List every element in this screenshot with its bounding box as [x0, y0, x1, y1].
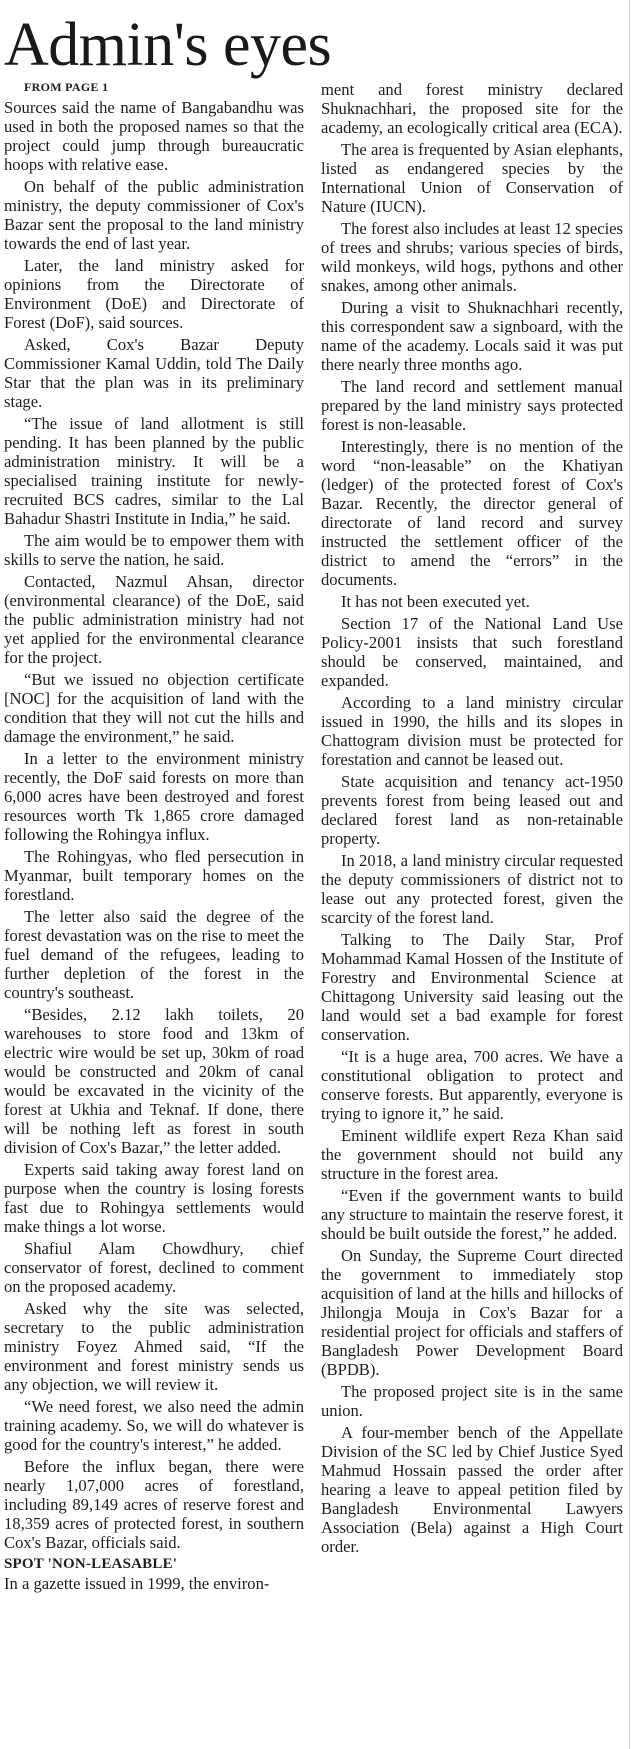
- paragraph: Asked why the site was selected, secretary to the public administration ministry Foyez Ahmed said, “If the environment and forest ministry sends us any objection, we will review it.: [4, 1299, 304, 1394]
- subhead: SPOT 'NON-LEASABLE': [4, 1556, 178, 1572]
- paragraph: “But we issued no objection certificate [NOC] for the acquisition of land with the condition that they will not cut the hills and damage the environment,” he said.: [4, 670, 304, 746]
- paragraph: According to a land ministry circular issued in 1990, the hills and its slopes in Chattogram division must be protected for forestation and cannot be leased out.: [321, 693, 623, 769]
- paragraph: Section 17 of the National Land Use Policy-2001 insists that such forestland should be conserved, maintained, and expanded.: [321, 614, 623, 690]
- paragraph: Asked, Cox's Bazar Deputy Commissioner Kamal Uddin, told The Daily Star that the plan was in its preliminary stage.: [4, 335, 304, 411]
- paragraph: The aim would be to empower them with skills to serve the nation, he said.: [4, 531, 304, 569]
- paragraph: ment and forest ministry declared Shuknachhari, the proposed site for the academy, an ecologically critical area (ECA).: [321, 80, 623, 137]
- paragraph: The Rohingyas, who fled persecution in Myanmar, built temporary homes on the forestland.: [4, 847, 304, 904]
- paragraph: It has not been executed yet.: [341, 592, 530, 611]
- paragraph: Interestingly, there is no mention of the word “non-leasable” on the Khatiyan (ledger) of the protected forest of Cox's Bazar. Recently, the director general of directorate of land record and survey instructed the settlement officer of the district to amend the “errors” in the documents.: [321, 437, 623, 589]
- paragraph: State acquisition and tenancy act-1950 prevents forest from being leased out and declared forest land as non-retainable property.: [321, 772, 623, 848]
- paragraph: In a gazette issued in 1999, the environ-: [4, 1574, 270, 1593]
- column-divider: [629, 0, 630, 1749]
- paragraph: “The issue of land allotment is still pending. It has been planned by the public administration ministry. It will be a specialised training institute for newly-recruited BCS cadres, similar to the Lal Bahadur Shastri Institute in India,” he said.: [4, 414, 304, 528]
- paragraph: The forest also includes at least 12 species of trees and shrubs; various species of birds, wild monkeys, wild hogs, pythons and other snakes, among other animals.: [321, 219, 623, 295]
- paragraph: “We need forest, we also need the admin training academy. So, we will do whatever is good for the country's interest,” he added.: [4, 1397, 304, 1454]
- kicker-from-page: FROM PAGE 1: [24, 80, 109, 94]
- paragraph: Later, the land ministry asked for opinions from the Directorate of Environment (DoE) and Directorate of Forest (DoF), said sources.: [4, 256, 304, 332]
- article-column-left: [4, 80, 304, 1596]
- paragraph: The area is frequented by Asian elephants, listed as endangered species by the International Union of Conservation of Nature (IUCN).: [321, 140, 623, 216]
- paragraph: In 2018, a land ministry circular requested the deputy commissioners of district not to lease out any protected forest, given the scarcity of the forest land.: [321, 851, 623, 927]
- paragraph: Sources said the name of Bangabandhu was used in both the proposed names so that the project could jump through bureaucratic hoops with relative ease.: [4, 98, 304, 174]
- paragraph: On Sunday, the Supreme Court directed the government to immediately stop acquisition of land at the hills and hillocks of Jhilongja Mouja in Cox's Bazar for a residential project for officials and staffers of Bangladesh Power Development Board (BPDB).: [321, 1246, 623, 1379]
- paragraph: “It is a huge area, 700 acres. We have a constitutional obligation to protect and conserve forests. But apparently, everyone is trying to ignore it,” he said.: [321, 1047, 623, 1123]
- paragraph: Shafiul Alam Chowdhury, chief conservator of forest, declined to comment on the proposed academy.: [4, 1239, 304, 1296]
- paragraph: Eminent wildlife expert Reza Khan said the government should not build any structure in the forest area.: [321, 1126, 623, 1183]
- paragraph: Before the influx began, there were nearly 1,07,000 acres of forestland, including 89,149 acres of reserve forest and 18,359 acres of protected forest, in southern Cox's Bazar, officials said.: [4, 1457, 304, 1552]
- paragraph: The land record and settlement manual prepared by the land ministry says protected forest is non-leasable.: [321, 377, 623, 434]
- paragraph: A four-member bench of the Appellate Division of the SC led by Chief Justice Syed Mahmud Hossain passed the order after hearing a leave to appeal petition filed by Bangladesh Environmental Lawyers Association (Bela) against a High Court order.: [321, 1423, 623, 1556]
- article-column-right: [321, 80, 623, 1559]
- paragraph: During a visit to Shuknachhari recently, this correspondent saw a signboard, with the name of the academy. Locals said it was put there nearly three months ago.: [321, 298, 623, 374]
- paragraph: The letter also said the degree of the forest devastation was on the rise to meet the fuel demand of the refugees, leading to further depletion of the forest in the country's southeast.: [4, 907, 304, 1002]
- paragraph: On behalf of the public administration ministry, the deputy commissioner of Cox's Bazar sent the proposal to the land ministry towards the end of last year.: [4, 177, 304, 253]
- paragraph: “Besides, 2.12 lakh toilets, 20 warehouses to store food and 13km of electric wire would be set up, 30km of road would be constructed and 20km of canal would be excavated in the vicinity of the forest at Ukhia and Teknaf. If done, there will be nothing left as forest in south division of Cox's Bazar,” the letter added.: [4, 1005, 304, 1157]
- paragraph: Contacted, Nazmul Ahsan, director (environmental clearance) of the DoE, said the public administration ministry had not yet applied for the environmental clearance for the project.: [4, 572, 304, 667]
- paragraph: In a letter to the environment ministry recently, the DoF said forests on more than 6,000 acres have been destroyed and forest resources worth Tk 1,865 crore damaged following the Rohingya influx.: [4, 749, 304, 844]
- paragraph: Experts said taking away forest land on purpose when the country is losing forests fast due to Rohingya settlements would make things a lot worse.: [4, 1160, 304, 1236]
- headline: Admin's eyes: [4, 11, 332, 79]
- paragraph: Talking to The Daily Star, Prof Mohammad Kamal Hossen of the Institute of Forestry and Environmental Science at Chittagong University said leasing out the land would set a bad example for forest conservation.: [321, 930, 623, 1044]
- paragraph: “Even if the government wants to build any structure to maintain the reserve forest, it should be built outside the forest,” he added.: [321, 1186, 623, 1243]
- paragraph: The proposed project site is in the same union.: [321, 1382, 623, 1420]
